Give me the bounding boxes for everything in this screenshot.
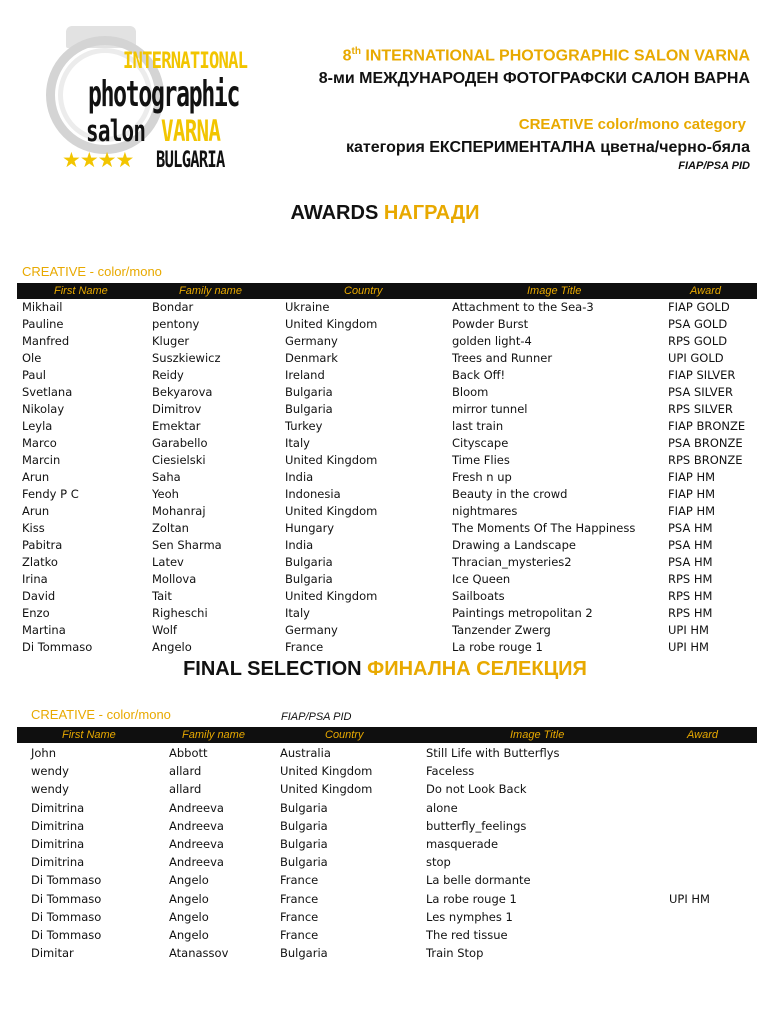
cell-first-name: Dimitrina	[31, 855, 85, 870]
cell-image-title: Les nymphes 1	[426, 909, 513, 924]
cell-award: PSA HM	[668, 555, 713, 569]
col-country: Country	[325, 729, 364, 741]
cell-family-name: Andreeva	[169, 818, 224, 833]
cell-country: Bulgaria	[280, 836, 328, 851]
cell-family-name: Andreeva	[169, 800, 224, 815]
cell-first-name: wendy	[31, 764, 69, 779]
col-image-title: Image Title	[510, 729, 565, 741]
cell-award: FIAP HM	[668, 470, 716, 484]
cell-first-name: Marcin	[22, 453, 61, 467]
cell-family-name: Abbott	[169, 746, 208, 760]
table-row	[0, 435, 770, 452]
cell-family-name: Kluger	[152, 334, 190, 348]
cell-award: RPS SILVER	[668, 402, 733, 416]
cell-first-name: Di Tommaso	[31, 891, 102, 906]
cell-first-name: Di Tommaso	[31, 873, 102, 888]
table-row	[0, 384, 770, 401]
awards-table-header	[17, 283, 757, 299]
cell-image-title: golden light-4	[452, 334, 532, 348]
cell-first-name: Arun	[22, 470, 50, 484]
patronage-label: FIAP/PSA PID	[678, 160, 750, 172]
cell-image-title: The red tissue	[426, 927, 508, 942]
cell-award: RPS HM	[668, 572, 713, 586]
cell-country: United Kingdom	[285, 589, 378, 603]
table-row	[0, 853, 770, 871]
cell-award: PSA GOLD	[668, 317, 728, 331]
cell-country: Indonesia	[285, 487, 341, 501]
table-row	[0, 554, 770, 571]
cell-first-name: Svetlana	[22, 385, 73, 399]
cell-award: PSA HM	[668, 521, 713, 535]
table-row	[0, 762, 770, 780]
salon-title-en: 8th INTERNATIONAL PHOTOGRAPHIC SALON VARNA	[342, 46, 750, 65]
table-row	[0, 367, 770, 384]
cell-first-name: Dimitrina	[31, 800, 85, 815]
cell-image-title: Sailboats	[452, 589, 505, 603]
col-award: Award	[687, 729, 718, 741]
table-row	[0, 944, 770, 962]
cell-award: FIAP GOLD	[668, 300, 730, 314]
cell-first-name: Kiss	[22, 521, 45, 535]
cell-country: Denmark	[285, 351, 338, 365]
cell-image-title: La robe rouge 1	[426, 891, 517, 906]
cell-country: Bulgaria	[280, 800, 328, 815]
cell-country: Bulgaria	[280, 855, 328, 870]
cell-image-title: stop	[426, 855, 451, 870]
cell-country: Italy	[285, 436, 310, 450]
cell-family-name: Suszkiewicz	[152, 351, 221, 365]
table-row	[0, 622, 770, 639]
cell-country: Bulgaria	[280, 818, 328, 833]
cell-country: Bulgaria	[285, 385, 333, 399]
cell-country: Hungary	[285, 521, 335, 535]
cell-country: Bulgaria	[280, 946, 328, 961]
col-family-name: Family name	[179, 285, 242, 297]
cell-first-name: Irina	[22, 572, 48, 586]
table-row	[0, 926, 770, 944]
cell-country: France	[280, 873, 319, 888]
cell-family-name: Tait	[152, 589, 172, 603]
cell-first-name: Marco	[22, 436, 57, 450]
cell-image-title: Attachment to the Sea-3	[452, 300, 594, 314]
cell-first-name: Leyla	[22, 419, 53, 433]
cell-first-name: Paul	[22, 368, 46, 382]
cell-family-name: Bondar	[152, 300, 194, 314]
category-title-bg: категория ЕКСПЕРИМЕНТАЛНА цветна/черно-бяла	[345, 139, 750, 156]
cell-country: Germany	[285, 334, 338, 348]
cell-first-name: Pauline	[22, 317, 64, 331]
cell-award: FIAP SILVER	[668, 368, 736, 382]
cell-family-name: Wolf	[152, 623, 177, 637]
cell-award: FIAP BRONZE	[668, 419, 746, 433]
cell-image-title: Thracian_mysteries2	[452, 555, 572, 569]
cell-family-name: Mollova	[152, 572, 197, 586]
cell-country: Italy	[285, 606, 310, 620]
salon-logo	[28, 14, 248, 174]
logo-word-salon: salon	[86, 114, 146, 148]
cell-first-name: Zlatko	[22, 555, 58, 569]
cell-award: PSA SILVER	[668, 385, 733, 399]
table-row	[0, 537, 770, 554]
cell-image-title: Time Flies	[452, 453, 510, 467]
table-row	[0, 299, 770, 316]
cell-image-title: Cityscape	[452, 436, 509, 450]
cell-country: Bulgaria	[285, 402, 333, 416]
awards-section-label: CREATIVE - color/mono	[22, 264, 162, 279]
logo-stars-icon: ★★★★	[62, 148, 134, 172]
cell-first-name: David	[22, 589, 56, 603]
cell-award: PSA BRONZE	[668, 436, 743, 450]
table-row	[0, 333, 770, 350]
cell-family-name: Emektar	[152, 419, 201, 433]
salon-title-bg: 8-ми МЕЖДУНАРОДЕН ФОТОГРАФСКИ САЛОН ВАРНА	[318, 70, 750, 87]
table-row	[0, 605, 770, 622]
cell-family-name: pentony	[152, 317, 200, 331]
cell-family-name: Dimitrov	[152, 402, 202, 416]
cell-first-name: Pabitra	[22, 538, 63, 552]
cell-image-title: Do not Look Back	[426, 782, 527, 797]
cell-country: India	[285, 470, 314, 484]
cell-first-name: Di Tommaso	[31, 927, 102, 942]
cell-award: PSA HM	[668, 538, 713, 552]
cell-country: Australia	[280, 746, 331, 760]
table-row	[0, 503, 770, 520]
col-first-name: First Name	[54, 285, 108, 297]
cell-first-name: wendy	[31, 782, 69, 797]
cell-award: FIAP HM	[668, 504, 716, 518]
col-country: Country	[344, 285, 383, 297]
table-row	[0, 401, 770, 418]
cell-image-title: Train Stop	[426, 946, 484, 961]
cell-first-name: Manfred	[22, 334, 70, 348]
cell-country: Bulgaria	[285, 572, 333, 586]
cell-first-name: Martina	[22, 623, 66, 637]
table-row	[0, 486, 770, 503]
cell-image-title: Still Life with Butterflys	[426, 746, 560, 760]
table-row	[0, 890, 770, 908]
awards-heading: AWARDS НАГРАДИ	[290, 202, 480, 224]
cell-country: France	[280, 909, 319, 924]
cell-family-name: Andreeva	[169, 836, 224, 851]
cell-first-name: Dimitrina	[31, 836, 85, 851]
cell-first-name: Mikhail	[22, 300, 63, 314]
final-table-body	[0, 744, 770, 962]
cell-image-title: Powder Burst	[452, 317, 529, 331]
cell-country: United Kingdom	[285, 504, 378, 518]
cell-family-name: Ciesielski	[152, 453, 206, 467]
cell-family-name: Saha	[152, 470, 181, 484]
category-title-en: CREATIVE color/mono category	[518, 116, 746, 133]
awards-table-body	[0, 299, 770, 656]
cell-country: Ireland	[285, 368, 325, 382]
table-row	[0, 799, 770, 817]
cell-image-title: masquerade	[426, 836, 499, 851]
cell-first-name: Dimitrina	[31, 818, 85, 833]
cell-country: Bulgaria	[285, 555, 333, 569]
cell-country: Germany	[285, 623, 338, 637]
logo-word-photographic: photographic	[88, 74, 240, 115]
cell-country: Turkey	[285, 419, 323, 433]
cell-image-title: La belle dormante	[426, 873, 531, 888]
cell-first-name: Di Tommaso	[22, 640, 93, 654]
cell-first-name: Nikolay	[22, 402, 65, 416]
table-row	[0, 588, 770, 605]
cell-family-name: Angelo	[169, 909, 209, 924]
cell-award: RPS HM	[668, 589, 713, 603]
cell-country: France	[280, 891, 319, 906]
cell-image-title: Back Off!	[452, 368, 506, 382]
table-row	[0, 908, 770, 926]
cell-family-name: Reidy	[152, 368, 184, 382]
table-row	[0, 744, 770, 762]
cell-country: United Kingdom	[280, 782, 373, 797]
cell-country: Ukraine	[285, 300, 330, 314]
cell-first-name: Fendy P C	[22, 487, 79, 501]
col-first-name: First Name	[62, 729, 116, 741]
final-patronage-label: FIAP/PSA PID	[281, 711, 352, 723]
final-selection-heading: FINAL SELECTION ФИНАЛНА СЕЛЕКЦИЯ	[183, 658, 587, 680]
cell-country: France	[280, 927, 319, 942]
cell-family-name: Angelo	[169, 927, 209, 942]
final-section-label: CREATIVE - color/mono	[31, 707, 171, 722]
cell-award: RPS GOLD	[668, 334, 728, 348]
table-row	[0, 520, 770, 537]
table-row	[0, 452, 770, 469]
table-row	[0, 350, 770, 367]
cell-image-title: Ice Queen	[452, 572, 511, 586]
cell-first-name: Dimitar	[31, 946, 74, 961]
cell-image-title: Paintings metropolitan 2	[452, 606, 593, 620]
cell-family-name: Zoltan	[152, 521, 189, 535]
cell-family-name: Angelo	[169, 873, 209, 888]
table-row	[0, 639, 770, 656]
table-row	[0, 316, 770, 333]
cell-family-name: Angelo	[152, 640, 192, 654]
cell-image-title: La robe rouge 1	[452, 640, 543, 654]
cell-image-title: alone	[426, 800, 458, 815]
cell-image-title: The Moments Of The Happiness	[452, 521, 636, 535]
cell-image-title: Fresh n up	[452, 470, 512, 484]
cell-image-title: mirror tunnel	[452, 402, 528, 416]
cell-first-name: Di Tommaso	[31, 909, 102, 924]
cell-family-name: Garabello	[152, 436, 208, 450]
table-row	[0, 418, 770, 435]
final-table-header	[17, 727, 757, 743]
col-award: Award	[690, 285, 721, 297]
cell-image-title: Bloom	[452, 385, 489, 399]
cell-family-name: Yeoh	[152, 487, 179, 501]
cell-image-title: butterfly_feelings	[426, 818, 527, 833]
cell-family-name: Angelo	[169, 891, 209, 906]
cell-image-title: nightmares	[452, 504, 518, 518]
cell-image-title: Faceless	[426, 764, 475, 779]
cell-first-name: Ole	[22, 351, 42, 365]
cell-award: RPS HM	[668, 606, 713, 620]
table-row	[0, 571, 770, 588]
cell-family-name: allard	[169, 782, 202, 797]
cell-award: FIAP HM	[668, 487, 716, 501]
cell-family-name: Sen Sharma	[152, 538, 222, 552]
logo-word-varna: VARNA	[161, 114, 221, 148]
col-family-name: Family name	[182, 729, 245, 741]
table-row	[0, 817, 770, 835]
col-image-title: Image Title	[527, 285, 582, 297]
cell-award: UPI HM	[668, 640, 709, 654]
cell-family-name: Mohanraj	[152, 504, 206, 518]
cell-image-title: Drawing a Landscape	[452, 538, 576, 552]
cell-family-name: Atanassov	[169, 946, 229, 961]
table-row	[0, 871, 770, 889]
cell-country: France	[285, 640, 324, 654]
cell-first-name: John	[31, 746, 57, 760]
cell-first-name: Arun	[22, 504, 50, 518]
table-row	[0, 835, 770, 853]
table-row	[0, 469, 770, 486]
cell-award: UPI GOLD	[668, 351, 724, 365]
cell-first-name: Enzo	[22, 606, 50, 620]
cell-award: UPI HM	[669, 891, 710, 906]
cell-image-title: Trees and Runner	[452, 351, 553, 365]
cell-family-name: Righeschi	[152, 606, 208, 620]
cell-country: United Kingdom	[280, 764, 373, 779]
logo-word-international: INTERNATIONAL	[123, 49, 248, 74]
table-row	[0, 780, 770, 798]
cell-award: UPI HM	[668, 623, 709, 637]
cell-award: RPS BRONZE	[668, 453, 743, 467]
cell-image-title: last train	[452, 419, 504, 433]
cell-country: United Kingdom	[285, 317, 378, 331]
cell-image-title: Beauty in the crowd	[452, 487, 568, 501]
cell-family-name: Bekyarova	[152, 385, 213, 399]
logo-word-bulgaria: BULGARIA	[156, 148, 225, 173]
cell-country: United Kingdom	[285, 453, 378, 467]
cell-family-name: Andreeva	[169, 855, 224, 870]
cell-family-name: Latev	[152, 555, 184, 569]
cell-image-title: Tanzender Zwerg	[452, 623, 551, 637]
cell-family-name: allard	[169, 764, 202, 779]
cell-country: India	[285, 538, 314, 552]
